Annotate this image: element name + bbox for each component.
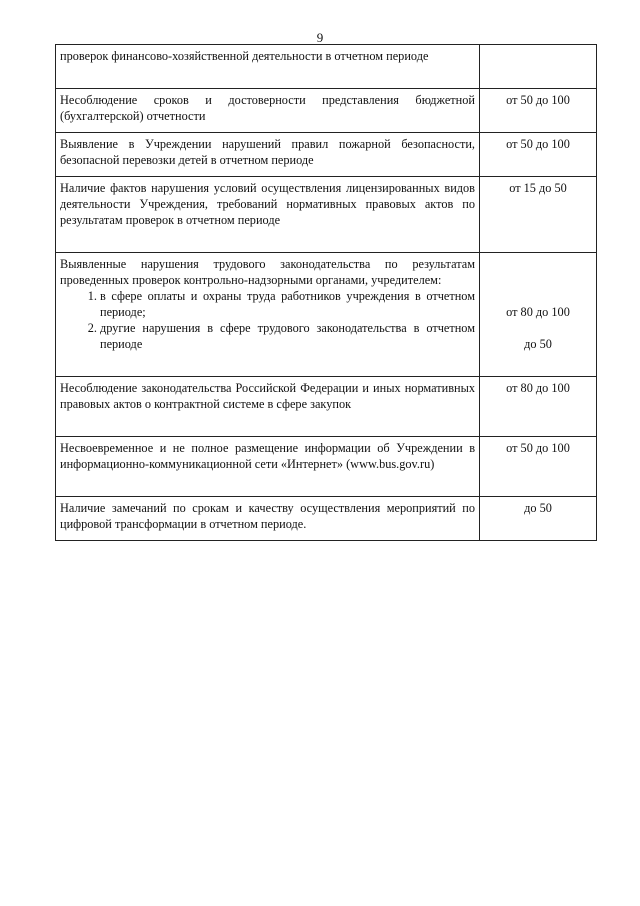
criterion-text: Несоблюдение сроков и достоверности представления бюджетной (бухгалтерской) отчетности bbox=[56, 89, 480, 133]
table-row bbox=[56, 45, 597, 89]
criterion-text: проверок финансово-хозяйственной деятельности в отчетном периоде bbox=[56, 45, 480, 89]
criterion-text: Наличие фактов нарушения условий осуществления лицензированных видов деятельности Учреждения, требований нормативных правовых актов по результатам проверок в отчетном периоде bbox=[56, 177, 480, 253]
table-row bbox=[56, 177, 597, 253]
score-range: от 50 до 100 bbox=[480, 437, 597, 497]
score-range: от 80 до 100 bbox=[480, 377, 597, 437]
sub-criterion-item: 2. другие нарушения в сфере трудового законодательства в отчетном периоде bbox=[100, 320, 475, 352]
criterion-text: Несоблюдение законодательства Российской Федерации и иных нормативных правовых актов о контрактной системе в сфере закупок bbox=[56, 377, 480, 437]
score-range: до 50 bbox=[480, 497, 597, 541]
criterion-cell-labor bbox=[56, 253, 480, 377]
criterion-intro: Выявленные нарушения трудового законодательства по результатам проведенных проверок контрольно-надзорными органами, учредителем: bbox=[60, 257, 475, 287]
criterion-text: Наличие замечаний по срокам и качеству осуществления мероприятий по цифровой трансформации в отчетном периоде. bbox=[56, 497, 480, 541]
table-row bbox=[56, 437, 597, 497]
score-range bbox=[480, 45, 597, 89]
criterion-text: Выявление в Учреждении нарушений правил пожарной безопасности, безопасной перевозки детей в отчетном периоде bbox=[56, 133, 480, 177]
table-row bbox=[56, 377, 597, 437]
score-range: от 50 до 100 bbox=[480, 133, 597, 177]
criteria-table bbox=[55, 44, 597, 541]
table-row bbox=[56, 89, 597, 133]
sub-criterion-item: 1. в сфере оплаты и охраны труда работников учреждения в отчетном периоде; bbox=[100, 288, 475, 320]
score-range: от 80 до 100 bbox=[506, 305, 570, 319]
score-range: до 50 bbox=[524, 337, 552, 351]
sub-criteria-list bbox=[60, 288, 475, 352]
criterion-text: Несвоевременное и не полное размещение информации об Учреждении в информационно-коммуникационной сети «Интернет» (www.bus.gov.ru) bbox=[56, 437, 480, 497]
table-row bbox=[56, 133, 597, 177]
score-range: от 50 до 100 bbox=[480, 89, 597, 133]
table-row bbox=[56, 497, 597, 541]
page-number: 9 bbox=[316, 30, 324, 45]
score-range: от 15 до 50 bbox=[480, 177, 597, 253]
score-cell-labor bbox=[480, 253, 597, 377]
table-row bbox=[56, 253, 597, 377]
